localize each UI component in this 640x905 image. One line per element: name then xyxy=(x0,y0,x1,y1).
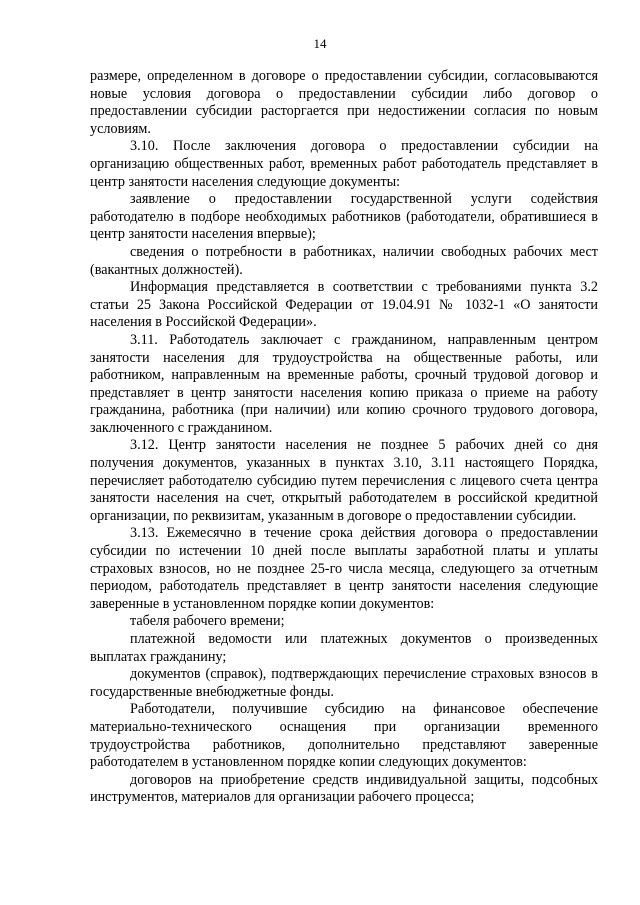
page-number: 14 xyxy=(313,36,327,51)
list-item-insurance-docs: документов (справок), подтверждающих перечисление страховых взносов в государственные внебюджетные фонды. xyxy=(90,666,598,700)
paragraph-employers: Работодатели, получившие субсидию на финансовое обеспечение материально-технического оснащения при организации временного трудоустройства работников, дополнительно представляют заверенные работодателем в установленном порядке копии следующих документов: xyxy=(90,701,598,771)
list-item-payroll: платежной ведомости или платежных документов о произведенных выплатах гражданину; xyxy=(90,631,598,665)
paragraph-3-10: 3.10. После заключения договора о предоставлении субсидии на организацию общественных работ, временных работ работодатель представляет в центр занятости населения следующие документы: xyxy=(90,138,598,190)
list-item-contracts: договоров на приобретение средств индивидуальной защиты, подсобных инструментов, материалов для организации рабочего процесса; xyxy=(90,771,598,806)
paragraph-continuation: размере, определенном в договоре о предоставлении субсидии, согласовываются новые условия договора о предоставлении субсидии либо договор о предоставлении субсидии расторгается при недостижении согласия по новым условиям. xyxy=(90,68,598,137)
paragraph-3-11: 3.11. Работодатель заключает с гражданином, направленным центром занятости населения для трудоустройства на общественные работы, или работником, направленным на временные работы, срочный трудовой договор и представляет в центр занятости населения копию приказа о приеме на работу гражданина, работника (при наличии) или копию срочного трудового договора, заключенного с гражданином. xyxy=(90,331,598,436)
document-body xyxy=(90,68,598,807)
list-item-vacancy-info: сведения о потребности в работниках, наличии свободных рабочих мест (вакантных должностей). xyxy=(90,243,598,278)
list-item-timesheet: табеля рабочего времени; xyxy=(130,613,285,630)
paragraph-information: Информация представляется в соответствии с требованиями пункта 3.2 статьи 25 Закона Российской Федерации от 19.04.91 № 1032-1 «О занятости населения в Российской Федерации». xyxy=(90,279,598,331)
paragraph-3-12: 3.12. Центр занятости населения не позднее 5 рабочих дней со дня получения документов, указанных в пунктах 3.10, 3.11 настоящего Порядка, перечисляет работодателю субсидию путем перечисления с лицевого счета центра занятости населения на счет, открытый работодателем в российской кредитной организации, по реквизитам, указанным в договоре о предоставлении субсидии. xyxy=(90,437,598,524)
paragraph-3-13: 3.13. Ежемесячно в течение срока действия договора о предоставлении субсидии по истечении 10 дней после выплаты заработной платы и уплаты страховых взносов, но не позднее 25-го числа месяца, следующего за отчетным периодом, работодатель представляет в центр занятости населения следующие заверенные в установленном порядке копии документов: xyxy=(90,525,598,612)
list-item-application: заявление о предоставлении государственной услуги содействия работодателю в подборе необходимых работников (работодатели, обратившиеся в центр занятости населения впервые); xyxy=(90,191,598,243)
